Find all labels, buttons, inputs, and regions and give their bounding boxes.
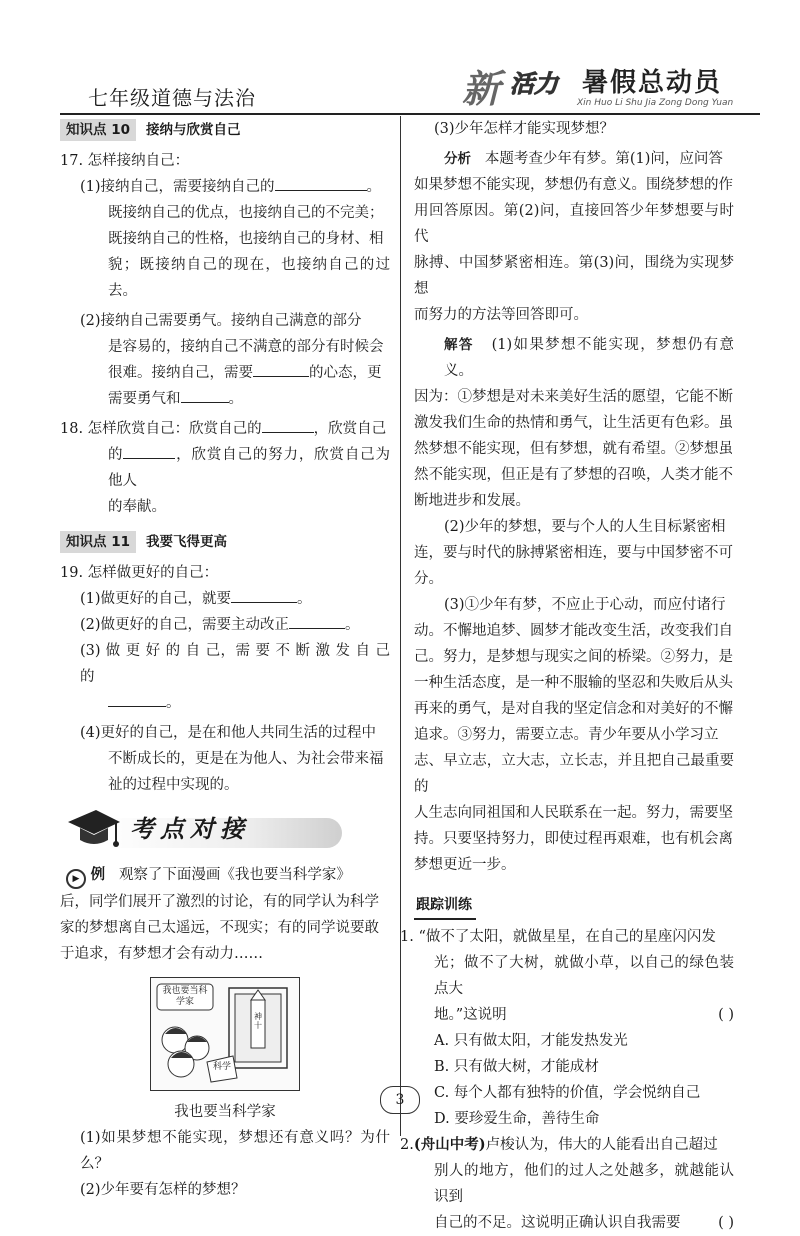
t1-option-c[interactable]: C. 每个人都有独特的价值，学会悦纳自己 xyxy=(434,1085,701,1101)
q17-2a: (2)接纳自己需要勇气。接纳自己满意的部分 xyxy=(80,313,362,329)
sub-question-1: (1)如果梦想不能实现，梦想还有意义吗？为什么？ xyxy=(80,1130,390,1172)
example-line-4: 于追求，有梦想才会有动力…… xyxy=(60,946,263,962)
jieda-line-6: 断地进步和发展。 xyxy=(414,493,530,509)
cartoon-image xyxy=(150,977,300,1091)
jieda-label: 解答 xyxy=(444,337,474,353)
jieda-line-17: 人生志向同祖国和人民联系在一起。努力，需要坚 xyxy=(414,805,733,821)
answer-paren[interactable]: ( ) xyxy=(718,1215,734,1231)
q19-3b: 。 xyxy=(60,690,390,716)
jieda-line-1: 解答 (1)如果梦想不能实现，梦想仍有意义。 xyxy=(444,337,734,379)
jieda-line-19: 梦想更近一步。 xyxy=(414,857,516,873)
q17-1: (1)接纳自己，需要接纳自己的 。 xyxy=(60,174,390,200)
blank[interactable] xyxy=(231,586,297,603)
example-line-3: 家的梦想离自己太遥远，不现实；有的同学说要敢 xyxy=(60,920,379,936)
t2-line-1: 2.(舟山中考)卢梭认为，伟大的人能看出自己超过 xyxy=(400,1136,718,1153)
blank[interactable] xyxy=(289,612,345,629)
jieda-line-13: 一种生活态度，是一种不服输的坚忍和失败后从头 xyxy=(414,675,733,691)
kaodian-title: 考点对接 xyxy=(130,815,250,843)
q17-2c: 很难。接纳自己，需要 的心态，更 xyxy=(60,360,390,386)
jieda-line-12: 己。努力，是梦想与现实之间的桥梁。②努力，是 xyxy=(414,649,733,665)
q17-text2: 既接纳自己的性格，也接纳自己的身材、相 xyxy=(108,231,384,247)
brand-xin: 新 xyxy=(462,67,501,111)
q18-b: 的 ，欣赏自己的努力，欣赏自己为他人 xyxy=(60,442,390,494)
header-divider xyxy=(60,113,760,115)
kp10-title: 接纳与欣赏自己 xyxy=(146,122,241,138)
knowledge-point-11 xyxy=(60,530,390,554)
kp11-tag: 知识点 11 xyxy=(60,531,136,553)
q17-text1: 既接纳自己的优点，也接纳自己的不完美； xyxy=(108,205,384,221)
q19-2: (2)做更好的自己，需要主动改正 。 xyxy=(60,612,390,638)
column-divider xyxy=(400,116,401,1136)
brand-title: 暑假总动员 xyxy=(582,68,723,98)
fenxi-line-5: 而努力的方法等回答即可。 xyxy=(414,307,588,323)
t2-line-3: 自己的不足。这说明正确认识自我需要 ( ) xyxy=(414,1210,734,1236)
q17-2b: 是容易的，接纳自己不满意的部分有时候会 xyxy=(108,339,384,355)
t1-option-b[interactable]: B. 只有做大树，才能成材 xyxy=(434,1059,599,1075)
sub-question-3: (3)少年怎样才能实现梦想？ xyxy=(434,121,615,137)
t2-source: (舟山中考) xyxy=(413,1136,486,1153)
q19-1: (1)做更好的自己，就要 。 xyxy=(60,586,390,612)
jieda-line-10: (3)①少年有梦，不应止于心动，而应付诸行 xyxy=(444,597,726,613)
fenxi-line-1: 分析 本题考查少年有梦。第(1)问，应问答 xyxy=(444,151,723,167)
brand-logo xyxy=(462,56,762,116)
answer-paren[interactable]: ( ) xyxy=(718,1007,734,1023)
section-kaodian xyxy=(60,804,390,862)
jieda-line-16: 志、早立志，立大志，立长志，并且把自己最重要的 xyxy=(414,753,734,795)
kp11-title: 我要飞得更高 xyxy=(146,534,227,550)
example-line-1: ▶ 例 观察了下面漫画《我也要当科学家》 xyxy=(60,862,390,889)
jieda-line-8: 连，要与时代的脉搏紧密相连，要与中国梦密不可 xyxy=(414,545,733,561)
jieda-line-15: 追求。③努力，需要立志。青少年要从小学习立 xyxy=(414,727,719,743)
t2-line-2: 别人的地方，他们的过人之处越多，就越能认识到 xyxy=(434,1163,734,1205)
q19-4c: 祉的过程中实现的。 xyxy=(108,777,239,793)
jieda-line-18: 持。只要坚持努力，即使过程再艰难，也有机会离 xyxy=(414,831,733,847)
jieda-line-9: 分。 xyxy=(414,571,443,587)
right-column xyxy=(400,116,734,1236)
t1-line-1: 1. “做不了太阳，就做星星，在自己的星座闪闪发 xyxy=(400,929,716,945)
blank[interactable] xyxy=(181,386,229,403)
jieda-line-2: 因为：①梦想是对未来美好生活的愿望，它能不断 xyxy=(414,389,733,405)
blank[interactable] xyxy=(262,416,314,433)
knowledge-point-10 xyxy=(60,118,390,142)
graduation-cap-icon xyxy=(66,804,120,854)
jieda-line-11: 动。不懈地追梦、圆梦才能改变生活，改变我们自 xyxy=(414,623,733,639)
kp10-tag: 知识点 10 xyxy=(60,119,136,141)
example-label: 例 xyxy=(90,866,106,883)
q17: 17. 怎样接纳自己： xyxy=(60,153,190,169)
cartoon-caption: 我也要当科学家 xyxy=(174,1104,276,1120)
page-header-title: 七年级道德与法治 xyxy=(88,86,256,110)
q18-c: 的奉献。 xyxy=(108,499,166,515)
jieda-line-5: 然不能实现，但正是有了梦想的召唤，人类才能不 xyxy=(414,467,733,483)
genzong-title: 跟踪训练 xyxy=(414,892,476,920)
fenxi-line-2: 如果梦想不能实现，梦想仍有意义。围绕梦想的作 xyxy=(414,177,733,193)
cartoon-sign-label: 科学 xyxy=(213,1062,232,1072)
t1-line-3: 地。”这说明 ( ) xyxy=(414,1002,734,1028)
q19: 19. 怎样做更好的自己： xyxy=(60,565,219,581)
play-icon: ▶ xyxy=(66,869,86,889)
t1-line-2: 光；做不了大树，就做小草，以自己的绿色装点大 xyxy=(434,955,734,997)
q18-a: 18. 怎样欣赏自己：欣赏自己的 ，欣赏自己 xyxy=(60,416,390,442)
q19-3: (3) 做 更 好 的 自 己，需 要 不 断 激 发 自 己 的 xyxy=(80,643,390,685)
blank[interactable] xyxy=(275,174,367,191)
cartoon-bubble: 我也要当科学家 xyxy=(162,986,208,1007)
sub-question-2: (2)少年要有怎样的梦想？ xyxy=(80,1182,246,1198)
fenxi-line-4: 脉搏、中国梦紧密相连。第(3)问，围绕为实现梦想 xyxy=(414,255,734,297)
q19-4a: (4)更好的自己，是在和他人共同生活的过程中 xyxy=(80,725,377,741)
brand-huoli: 活力 xyxy=(510,70,558,98)
q17-text3: 貌；既接纳自己的现在，也接纳自己的过去。 xyxy=(108,257,390,299)
page-number: 3 xyxy=(380,1086,420,1114)
left-column xyxy=(60,118,390,1203)
cartoon-rocket-label: 神十 xyxy=(254,1012,262,1030)
jieda-line-3: 激发我们生命的热情和勇气，让生活更有色彩。虽 xyxy=(414,415,733,431)
q19-4b: 不断成长的，更是在为他人、为社会带来福 xyxy=(108,751,384,767)
blank[interactable] xyxy=(253,360,309,377)
example-line-2: 后，同学们展开了激烈的讨论，有的同学认为科学 xyxy=(60,894,379,910)
fenxi-line-3: 用回答原因。第(2)问，直接回答少年梦想要与时代 xyxy=(414,203,734,245)
t1-option-a[interactable]: A. 只有做太阳，才能发热发光 xyxy=(434,1033,628,1049)
jieda-line-7: (2)少年的梦想，要与个人的人生目标紧密相 xyxy=(444,519,726,535)
blank[interactable] xyxy=(108,690,166,707)
genzong-heading xyxy=(414,892,734,920)
jieda-line-14: 再来的勇气，是对自我的坚定信念和对美好的不懈 xyxy=(414,701,733,717)
q17-2e: 需要勇气和 。 xyxy=(60,386,390,412)
jieda-line-4: 然梦想不能实现，但有梦想，就有希望。②梦想虽 xyxy=(414,441,733,457)
fenxi-label: 分析 xyxy=(444,151,471,167)
blank[interactable] xyxy=(123,442,175,459)
brand-pinyin: Xin Huo Li Shu Jia Zong Dong Yuan xyxy=(577,98,734,108)
t1-option-d[interactable]: D. 要珍爱生命，善待生命 xyxy=(434,1111,600,1127)
